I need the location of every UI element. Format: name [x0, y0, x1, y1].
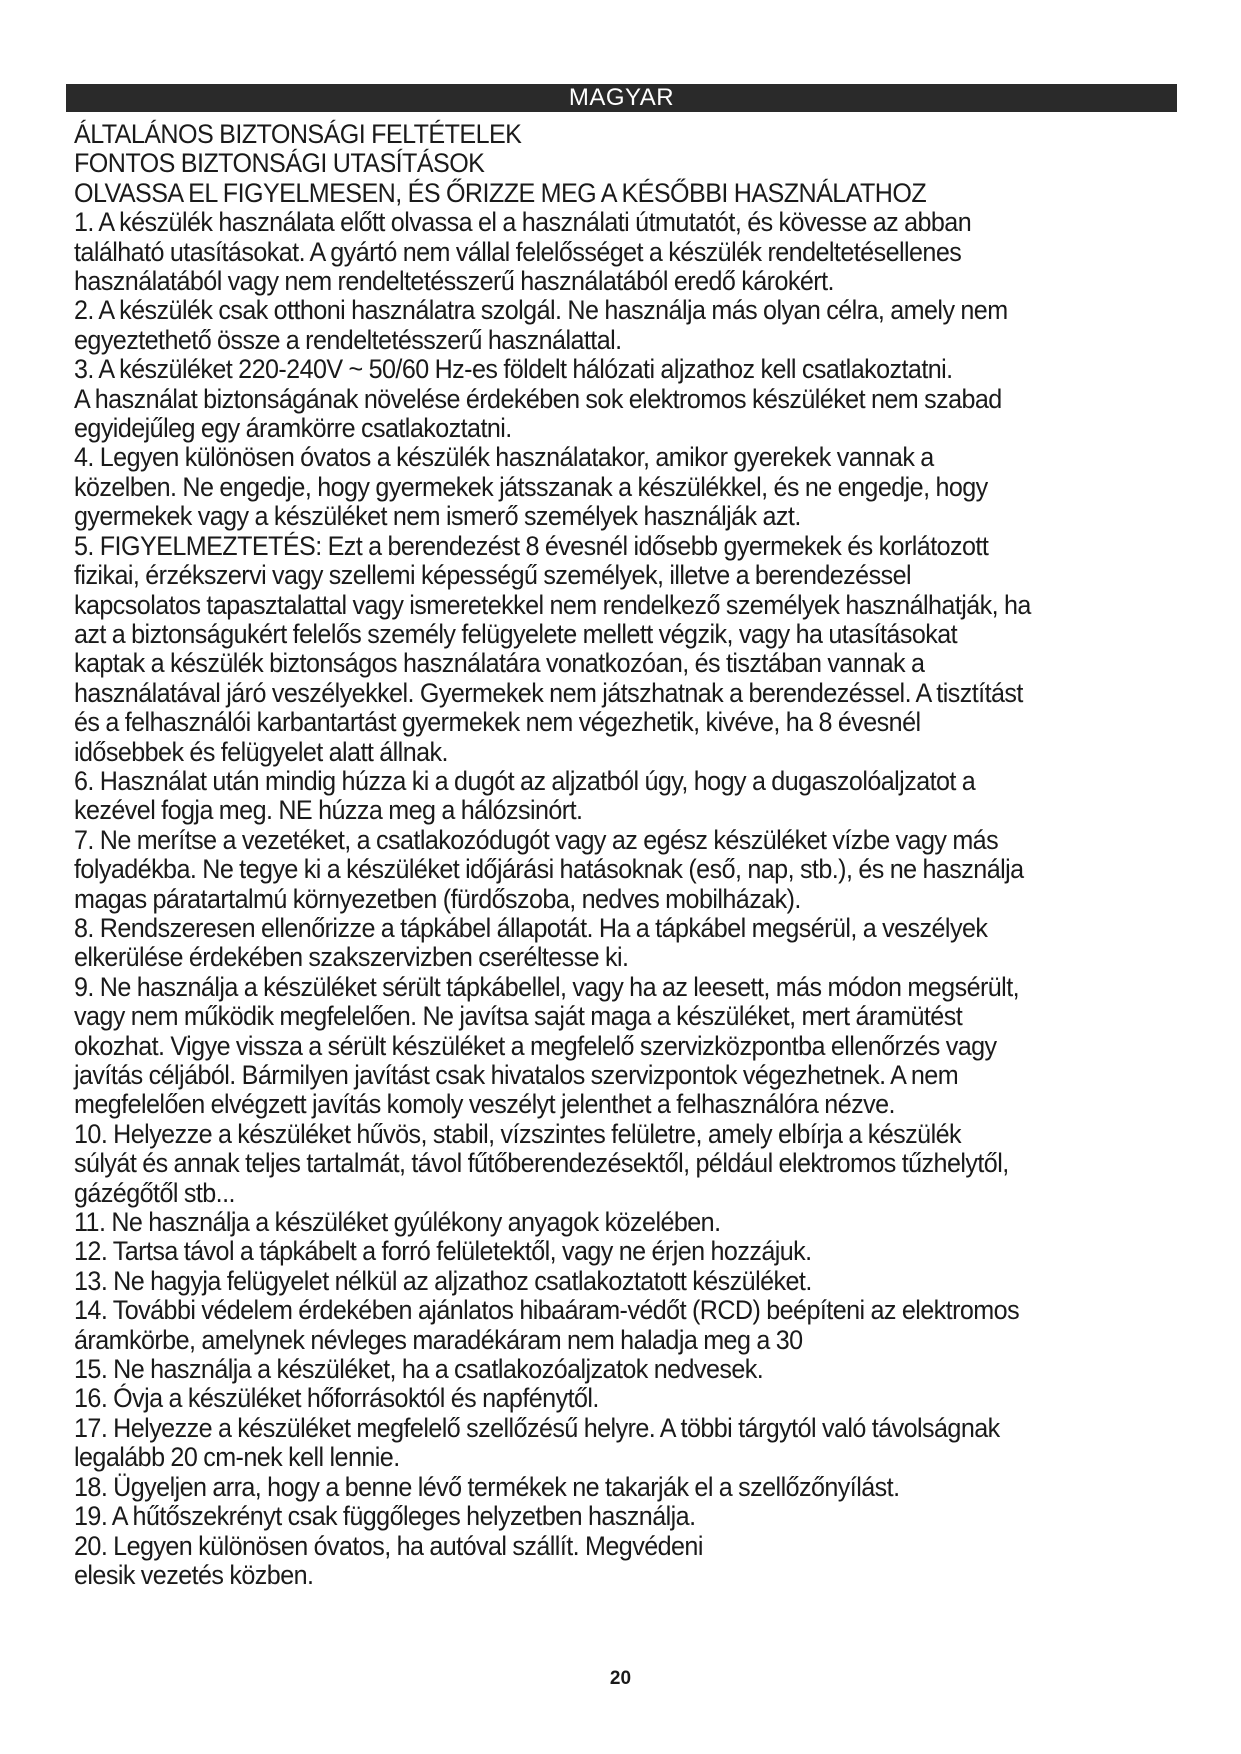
text-line: 8. Rendszeresen ellenőrizze a tápkábel állapotát. Ha a tápkábel megsérül, a veszélyek [74, 912, 988, 943]
language-label: MAGYAR [568, 84, 675, 111]
text-line: 2. A készülék csak otthoni használatra szolgál. Ne használja más olyan célra, amely nem [74, 295, 1008, 326]
text-line: gyermekek vagy a készüléket nem ismerő személyek használják azt. [74, 501, 801, 532]
text-line: 14. További védelem érdekében ajánlatos hibaáram-védőt (RCD) beépíteni az elektromos [74, 1295, 1020, 1326]
text-line: egyeztethető össze a rendeltetésszerű használattal. [74, 324, 622, 355]
text-line: gázégőtől stb... [74, 1177, 235, 1208]
text-line: 6. Használat után mindig húzza ki a dugót az aljzatból úgy, hogy a dugaszolóaljzatot a [74, 765, 976, 796]
text-line: 17. Helyezze a készüléket megfelelő szellőzésű helyre. A többi tárgytól való távolságnak [74, 1412, 1000, 1443]
text-line: 3. A készüléket 220-240V ~ 50/60 Hz-es földelt hálózati aljzathoz kell csatlakoztatni. [74, 354, 953, 385]
text-line: fizikai, érzékszervi vagy szellemi képességű személyek, illetve a berendezéssel [74, 560, 912, 591]
text-line: súlyát és annak teljes tartalmát, távol fűtőberendezésektől, például elektromos tűzhelytől, [74, 1148, 1009, 1179]
text-line: magas páratartalmú környezetben (fürdőszoba, nedves mobilházak). [74, 883, 801, 914]
heading-important-instructions: FONTOS BIZTONSÁGI UTASÍTÁSOK [74, 148, 485, 179]
text-line: 9. Ne használja a készüléket sérült tápkábellel, vagy ha az leesett, más módon megsérült, [74, 971, 1020, 1002]
text-line: idősebbek és felügyelet alatt állnak. [74, 736, 448, 767]
text-line: folyadékba. Ne tegye ki a készüléket időjárási hatásoknak (eső, nap, stb.), és ne használja [74, 854, 1024, 885]
text-line: kaptak a készülék biztonságos használatára vonatkozóan, és tisztában vannak a [74, 648, 925, 679]
text-line: 18. Ügyeljen arra, hogy a benne lévő termékek ne takarják el a szellőzőnyílást. [74, 1471, 900, 1502]
text-line: és a felhasználói karbantartást gyermekek nem végezhetik, kivéve, ha 8 évesnél [74, 707, 921, 738]
page-number: 20 [609, 1668, 632, 1689]
text-line: egyidejűleg egy áramkörre csatlakoztatni. [74, 413, 512, 444]
text-line: található utasításokat. A gyártó nem vállal felelősséget a készülék rendeltetésellenes [74, 236, 962, 267]
text-line: 12. Tartsa távol a tápkábelt a forró felületektől, vagy ne érjen hozzájuk. [74, 1236, 812, 1267]
text-line: kezével fogja meg. NE húzza meg a hálózsinórt. [74, 795, 583, 826]
text-line: 13. Ne hagyja felügyelet nélkül az aljzathoz csatlakoztatott készüléket. [74, 1265, 812, 1296]
text-line: vagy nem működik megfelelően. Ne javítsa saját maga a készüléket, mert áramütést [74, 1001, 963, 1032]
text-line: 7. Ne merítse a vezetéket, a csatlakozódugót vagy az egész készüléket vízbe vagy más [74, 824, 999, 855]
text-line: kapcsolatos tapasztalattal vagy ismeretekkel nem rendelkező személyek használhatják, ha [74, 589, 1031, 620]
heading-read-carefully: OLVASSA EL FIGYELMESEN, ÉS ŐRIZZE MEG A KÉSŐBBI HASZNÁLATHOZ [74, 177, 927, 208]
text-line: elesik vezetés közben. [74, 1559, 314, 1590]
text-line: elkerülése érdekében szakszervizben cseréltesse ki. [74, 942, 629, 973]
text-line: azt a biztonságukért felelős személy felügyelete mellett végzik, vagy ha utasításokat [74, 618, 958, 649]
language-header-bar [66, 84, 1177, 112]
text-line: A használat biztonságának növelése érdekében sok elektromos készüléket nem szabad [74, 383, 1002, 414]
text-line: 16. Óvja a készüléket hőforrásoktól és napfénytől. [74, 1383, 599, 1414]
text-line: 5. FIGYELMEZTETÉS: Ezt a berendezést 8 évesnél idősebb gyermekek és korlátozott [74, 530, 989, 561]
text-line: 20. Legyen különösen óvatos, ha autóval szállít. Megvédeni [74, 1530, 703, 1561]
text-line: legalább 20 cm-nek kell lennie. [74, 1442, 400, 1473]
text-line: 4. Legyen különösen óvatos a készülék használatakor, amikor gyerekek vannak a [74, 442, 934, 473]
safety-instructions [74, 120, 1106, 1590]
text-line: használatával járó veszélyekkel. Gyermekek nem játszhatnak a berendezéssel. A tisztítást [74, 677, 1023, 708]
text-line: közelben. Ne engedje, hogy gyermekek játsszanak a készülékkel, és ne engedje, hogy [74, 471, 988, 502]
text-line: 1. A készülék használata előtt olvassa el a használati útmutatót, és kövesse az abban [74, 207, 972, 238]
text-line: javítás céljából. Bármilyen javítást csak hivatalos szervizpontok végezhetnek. A nem [74, 1060, 959, 1090]
text-line: megfelelően elvégzett javítás komoly veszélyt jelenthet a felhasználóra nézve. [74, 1089, 895, 1120]
text-line: 10. Helyezze a készüléket hűvös, stabil, vízszintes felületre, amely elbírja a készülék [74, 1118, 962, 1149]
text-line: 19. A hűtőszekrényt csak függőleges helyzetben használja. [74, 1501, 696, 1532]
heading-general-safety: ÁLTALÁNOS BIZTONSÁGI FELTÉTELEK [74, 119, 522, 149]
text-line: 11. Ne használja a készüléket gyúlékony anyagok közelében. [74, 1207, 721, 1238]
text-line: használatából vagy nem rendeltetésszerű használatából eredő károkért. [74, 266, 834, 297]
text-line: 15. Ne használja a készüléket, ha a csatlakozóaljzatok nedvesek. [74, 1354, 764, 1385]
text-line: áramkörbe, amelynek névleges maradékáram nem haladja meg a 30 [74, 1324, 803, 1355]
text-line: okozhat. Vigye vissza a sérült készüléket a megfelelő szervizközpontba ellenőrzés vagy [74, 1030, 997, 1061]
